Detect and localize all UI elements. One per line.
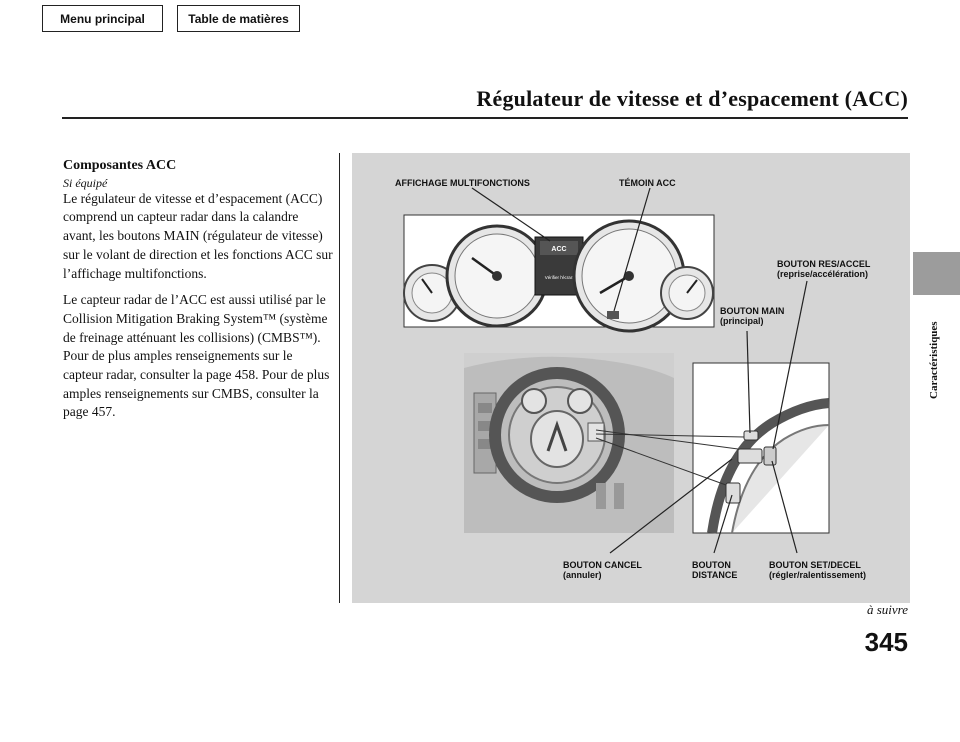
page-number: 345 bbox=[864, 627, 908, 657]
section-heading: Composantes ACC bbox=[63, 158, 177, 173]
chapter-label: Caractéristiques bbox=[928, 321, 940, 399]
equipment-note: Si équipé bbox=[63, 175, 108, 190]
dashboard-scene bbox=[464, 353, 674, 533]
callout-cancel bbox=[563, 560, 642, 580]
callout-set-decel bbox=[769, 560, 866, 580]
callout-distance-sub: DISTANCE bbox=[692, 570, 738, 580]
acc-screen-text: ACC bbox=[551, 246, 567, 253]
continued-note: à suivre bbox=[866, 602, 908, 617]
text-column bbox=[63, 157, 333, 430]
table-of-contents-button[interactable]: Table de matières bbox=[177, 5, 300, 32]
main-button-icon bbox=[744, 431, 758, 440]
callout-main-title: BOUTON MAIN bbox=[720, 306, 785, 316]
page-title: Régulateur de vitesse et d’espacement (ACC) bbox=[476, 86, 908, 111]
callout-distance-title: BOUTON bbox=[692, 560, 731, 570]
res-set-rocker-icon bbox=[764, 447, 776, 465]
illustration-svg bbox=[352, 153, 910, 603]
callout-cancel-sub: (annuler) bbox=[563, 570, 602, 580]
callout-res-accel bbox=[777, 259, 870, 279]
main-menu-button[interactable]: Menu principal bbox=[42, 5, 163, 32]
distance-button-icon bbox=[726, 483, 740, 503]
column-divider bbox=[339, 153, 340, 603]
callout-set-decel-sub: (régler/ralentissement) bbox=[769, 570, 867, 580]
paragraph-1: Le régulateur de vitesse et d’espacement (ACC) comprend un capteur radar dans la calandre avant, les boutons MAIN (régulateur de vitesse) sur le volant de direction et les fonctions ACC sur l’affichage multifonctions. bbox=[63, 190, 333, 281]
callout-acc-indicator: TÉMOIN ACC bbox=[619, 178, 676, 188]
chapter-tab bbox=[913, 252, 960, 295]
cancel-button-icon bbox=[738, 449, 762, 463]
callout-main-sub: (principal) bbox=[720, 316, 764, 326]
header-divider bbox=[62, 117, 908, 119]
callout-cancel-title: BOUTON CANCEL bbox=[563, 560, 642, 570]
acc-components-figure bbox=[352, 153, 910, 603]
callout-res-accel-title: BOUTON RES/ACCEL bbox=[777, 259, 871, 269]
callout-set-decel-title: BOUTON SET/DECEL bbox=[769, 560, 861, 570]
callout-main bbox=[720, 306, 784, 326]
acc-indicator-lamp bbox=[607, 311, 619, 319]
callout-res-accel-sub: (reprise/accélération) bbox=[777, 269, 869, 279]
acc-screen-subtext: Vérifier l'écran bbox=[544, 275, 574, 280]
callout-distance bbox=[692, 560, 737, 580]
paragraph-2: Le capteur radar de l’ACC est aussi utilisé par le Collision Mitigation Braking System™ (système de freinage atténuant les collisions) (CMBS™). Pour de plus amples renseignements sur le capteur radar, consulter la page 458. Pour de plus amples renseignements sur CMBS, consulter la page 457. bbox=[63, 292, 330, 420]
callout-multi-display: AFFICHAGE MULTIFONCTIONS bbox=[395, 178, 530, 188]
